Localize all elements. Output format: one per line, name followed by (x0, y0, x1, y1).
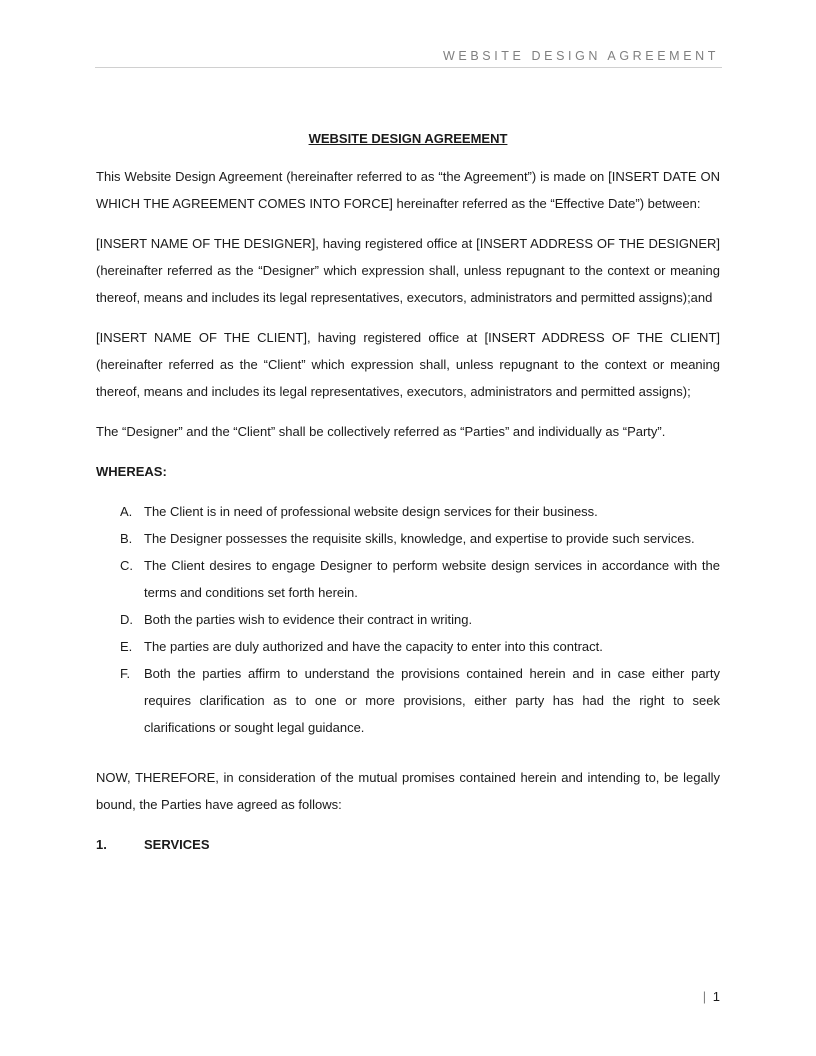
recital-letter: F. (120, 666, 131, 681)
parties-paragraph: The “Designer” and the “Client” shall be collectively referred as “Parties” and individually as “Party”. (96, 424, 666, 439)
recital-text: The Client is in need of professional website design services for their business. (144, 504, 598, 519)
section-title: SERVICES (144, 837, 210, 852)
recitals-list (96, 498, 720, 741)
intro-paragraph: This Website Design Agreement (hereinafter referred to as “the Agreement”) is made on [INSERT DATE ON WHICH THE AGREEMENT COMES INTO FORCE] hereinafter referred as the “Effective Date”) between: (96, 169, 720, 211)
recital-text: Both the parties wish to evidence their contract in writing. (144, 612, 473, 627)
recital-item (96, 606, 720, 633)
page-header (95, 48, 722, 68)
recital-item (96, 633, 720, 660)
document-title: WEBSITE DESIGN AGREEMENT (308, 131, 508, 146)
recital-item (96, 498, 720, 525)
page-number-footer (703, 989, 720, 1004)
designer-paragraph: [INSERT NAME OF THE DESIGNER], having registered office at [INSERT ADDRESS OF THE DESIGNER] (hereinafter referred as the “Designer” which expression shall, unless repugnant to the context or meaning thereof, means and includes its legal representatives, executors, administrators and permitted assigns);and (96, 236, 720, 305)
recital-item (96, 660, 720, 741)
client-paragraph: [INSERT NAME OF THE CLIENT], having registered office at [INSERT ADDRESS OF THE CLIENT] (hereinafter referred as the “Client” which expression shall, unless repugnant to the context or meaning thereof, means and includes its legal representatives, executors, administrators and permitted assigns); (96, 330, 720, 399)
recital-item (96, 525, 720, 552)
whereas-heading: WHEREAS: (96, 464, 167, 479)
recital-letter: E. (120, 639, 133, 654)
recital-text: The Designer possesses the requisite skills, knowledge, and expertise to provide such services. (144, 531, 695, 546)
page-number-separator: | (702, 989, 707, 1004)
recital-letter: C. (120, 558, 133, 573)
section-number: 1. (96, 837, 107, 852)
recital-text: Both the parties affirm to understand the provisions contained herein and in case either party requires clarification as to one or more provisions, either party has had the right to seek clarifications or sought legal guidance. (144, 666, 720, 735)
recital-letter: D. (120, 612, 133, 627)
recital-text: The parties are duly authorized and have the capacity to enter into this contract. (144, 639, 603, 654)
header-running-title: WEBSITE DESIGN AGREEMENT (442, 49, 719, 63)
page-number: 1 (712, 989, 720, 1004)
recital-letter: B. (120, 531, 133, 546)
document-body (96, 128, 720, 858)
recital-letter: A. (120, 504, 133, 519)
recital-text: The Client desires to engage Designer to perform website design services in accordance with the terms and conditions set forth herein. (144, 558, 720, 600)
recital-item (96, 552, 720, 606)
section-heading (96, 831, 720, 858)
now-therefore-paragraph: NOW, THEREFORE, in consideration of the mutual promises contained herein and intending to, be legally bound, the Parties have agreed as follows: (96, 770, 720, 812)
